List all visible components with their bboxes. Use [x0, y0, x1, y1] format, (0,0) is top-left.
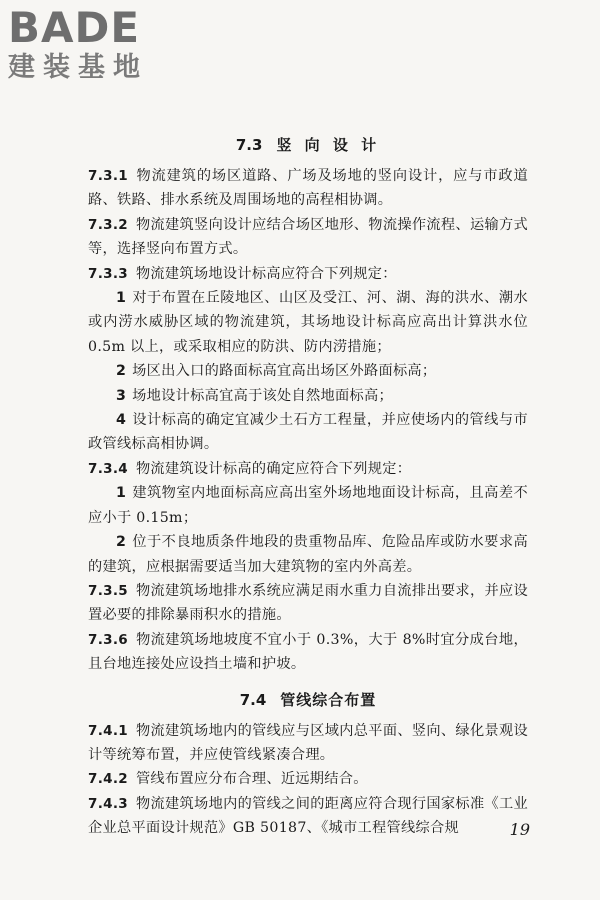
- clause-paragraph: [88, 719, 528, 768]
- list-item: [88, 408, 528, 457]
- clause-text: 物流建筑竖向设计应结合场区地形、物流操作流程、运输方式等，选择竖向布置方式。: [88, 216, 528, 258]
- item-number: 4: [116, 412, 127, 429]
- clause-paragraph: [88, 457, 528, 481]
- item-text: 对于布置在丘陵地区、山区及受江、河、湖、海的洪水、潮水或内涝水威胁区域的物流建筑，其场地设计标高应高出计算洪水位 0.5m 以上，或采取相应的防洪、防内涝措施；: [88, 290, 528, 355]
- clause-paragraph: [88, 164, 528, 213]
- item-number: 2: [116, 363, 127, 380]
- clause-paragraph: [88, 262, 528, 286]
- item-number: 1: [116, 290, 127, 307]
- section-heading: [88, 687, 528, 713]
- item-text: 场区出入口的路面标高宜高出场区外路面标高；: [132, 363, 437, 380]
- clause-text: 物流建筑的场区道路、广场及场地的竖向设计，应与市政道路、铁路、排水系统及周围场地的高程相协调。: [88, 168, 528, 209]
- clause-number: 7.4.3: [88, 795, 128, 812]
- list-item: [88, 359, 528, 383]
- page-number: 19: [509, 820, 530, 839]
- list-item: [88, 481, 528, 530]
- clause-text: 物流建筑场地排水系统应满足雨水重力自流排出要求，并应设置必要的排除暴雨积水的措施。: [88, 582, 528, 624]
- clause-number: 7.3.3: [88, 265, 128, 282]
- document-body: [88, 132, 528, 841]
- clause-text: 物流建筑场地内的管线之间的距离应符合现行国家标准《工业企业总平面设计规范》GB 50187、《城市工程管线综合规: [88, 795, 528, 837]
- list-item: [88, 384, 528, 408]
- clause-number: 7.4.1: [88, 722, 128, 739]
- clause-text: 物流建筑设计标高的确定应符合下列规定：: [135, 460, 412, 477]
- clause-text: 物流建筑场地坡度不宜小于 0.3%，大于 8%时宜分成台地，且台地连接处应设挡土墙和护坡。: [88, 631, 528, 673]
- item-text: 建筑物室内地面标高应高出室外场地地面设计标高，且高差不应小于 0.15m；: [88, 485, 528, 526]
- clause-number: 7.3.6: [88, 631, 128, 648]
- item-number: 3: [116, 387, 127, 404]
- clause-paragraph: [88, 792, 528, 841]
- clause-number: 7.4.2: [88, 771, 128, 788]
- section-title: 管线综合布置: [280, 690, 377, 709]
- clause-text: 物流建筑场地内的管线应与区域内总平面、竖向、绿化景观设计等统筹布置，并应使管线紧凑合理。: [88, 722, 528, 763]
- clause-text: 物流建筑场地设计标高应符合下列规定：: [135, 265, 397, 282]
- clause-number: 7.3.4: [88, 460, 128, 477]
- clause-paragraph: [88, 628, 528, 677]
- clause-paragraph: [88, 767, 528, 791]
- item-text: 场地设计标高宜高于该处自然地面标高；: [132, 387, 393, 404]
- item-number: 1: [116, 485, 127, 502]
- clause-number: 7.3.1: [88, 168, 128, 184]
- clause-text: 管线布置应分布合理、近远期结合。: [135, 771, 368, 788]
- list-item: [88, 286, 528, 359]
- section-number: 7.3: [235, 136, 263, 154]
- section-heading: [88, 132, 528, 158]
- item-number: 2: [116, 534, 127, 551]
- clause-paragraph: [88, 579, 528, 628]
- brand-logo: [8, 3, 178, 84]
- logo-subtitle: 建装基地: [8, 52, 148, 83]
- clause-paragraph: [88, 213, 528, 262]
- section-title: 竖 向 设 计: [276, 136, 381, 154]
- clause-number: 7.3.2: [88, 216, 128, 233]
- logo-wordmark: BADE: [8, 3, 141, 52]
- list-item: [88, 530, 528, 579]
- item-text: 位于不良地质条件地段的贵重物品库、危险品库或防水要求高的建筑，应根据需要适当加大建筑物的室内外高差。: [88, 534, 528, 575]
- clause-number: 7.3.5: [88, 582, 128, 599]
- section-number: 7.4: [239, 690, 267, 709]
- item-text: 设计标高的确定宜减少土石方工程量，并应使场内的管线与市政管线标高相协调。: [88, 412, 528, 453]
